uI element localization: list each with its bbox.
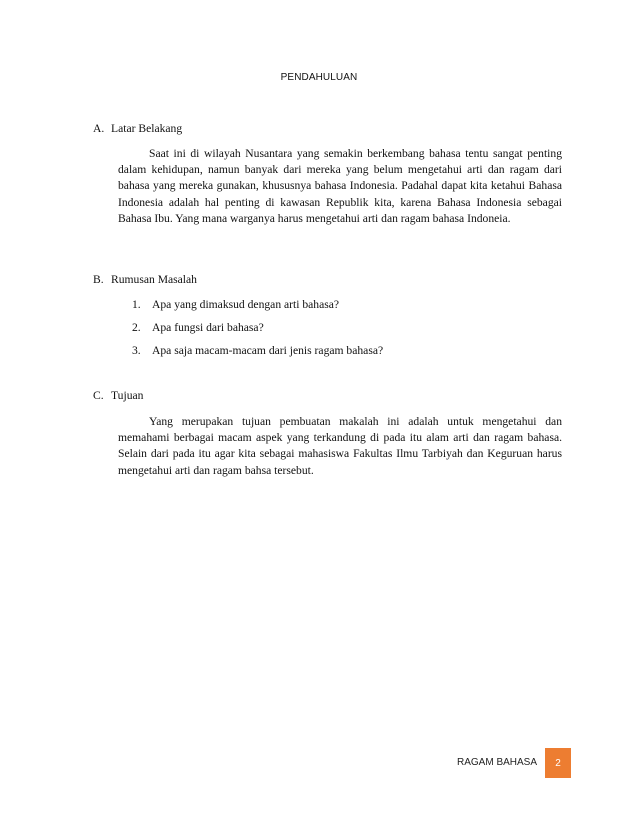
list-item bbox=[132, 321, 264, 334]
list-item-number: 3. bbox=[132, 344, 141, 357]
section-letter: C. bbox=[93, 389, 104, 402]
page-title: PENDAHULUAN bbox=[280, 72, 358, 83]
section-title: Rumusan Masalah bbox=[111, 273, 197, 286]
section-title: Tujuan bbox=[111, 389, 144, 402]
list-item-text: Apa fungsi dari bahasa? bbox=[152, 321, 264, 334]
section-letter: A. bbox=[93, 122, 105, 135]
footer-label: RAGAM BAHASA bbox=[457, 757, 538, 768]
list-item-number: 1. bbox=[132, 298, 141, 311]
section-heading-latar-belakang bbox=[93, 122, 182, 135]
list-item-text: Apa saja macam-macam dari jenis ragam bahasa? bbox=[152, 344, 384, 357]
list-item bbox=[132, 298, 339, 311]
page-number-badge: 2 bbox=[545, 748, 571, 778]
list-item bbox=[132, 344, 383, 357]
section-title: Latar Belakang bbox=[111, 122, 183, 135]
paragraph-tujuan: Yang merupakan tujuan pembuatan makalah ini adalah untuk mengetahui dan memahami berbagai macam aspek yang terkandung di pada itu alam arti dan ragam bahasa. Selain dari pada itu agar kita sebagai mahasiswa Fakultas Ilmu Tarbiyah dan Keguruan harus mengetahui arti dan ragam bahsa tersebut. bbox=[118, 415, 562, 477]
list-item-text: Apa yang dimaksud dengan arti bahasa? bbox=[152, 298, 340, 311]
section-letter: B. bbox=[93, 273, 104, 286]
section-heading-rumusan-masalah bbox=[93, 273, 197, 286]
list-item-number: 2. bbox=[132, 321, 141, 334]
paragraph-latar-belakang: Saat ini di wilayah Nusantara yang semakin berkembang bahasa tentu sangat penting dalam kehidupan, namun banyak dari mereka yang belum mengetahui arti dan ragam dari bahasa yang mereka gunakan, khususnya bahasa Indonesia. Padahal dapat kita ketahui Bahasa Indonesia adalah hal penting di kawasan Republik kita, karena Bahasa Indonesia sebagai Bahasa Ibu. Yang mana warganya harus mengetahui arti dan ragam bahasa Indoneia. bbox=[118, 147, 562, 225]
section-heading-tujuan bbox=[93, 389, 143, 402]
